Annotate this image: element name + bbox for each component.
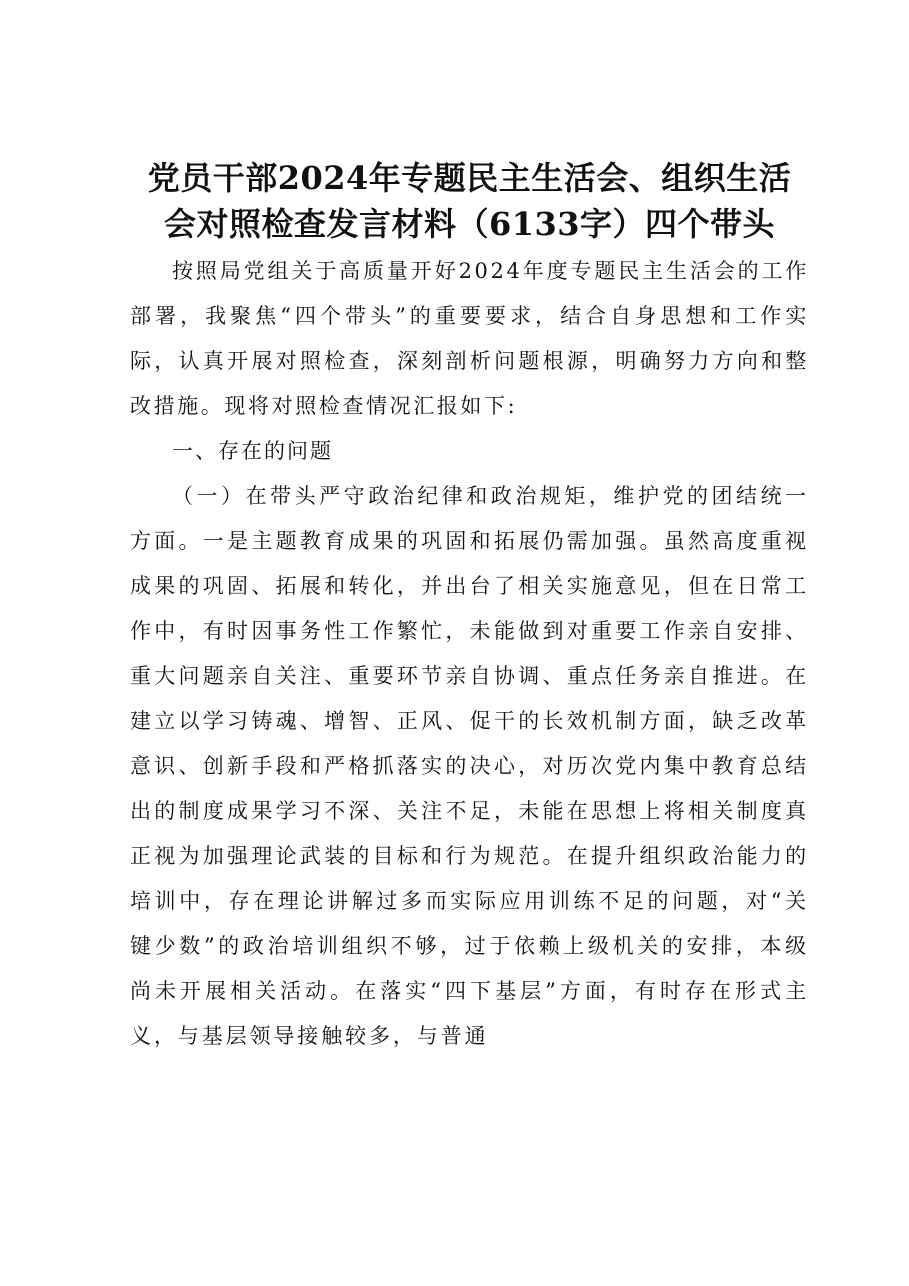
intro-paragraph: 按照局党组关于高质量开好2024年度专题民主生活会的工作部署，我聚焦“四个带头”的重要要求，结合自身思想和工作实际，认真开展对照检查，深刻剖析问题根源，明确努力方向和整改措施。现将对照检查情况汇报如下: [130, 259, 809, 418]
section-heading-problems: 一、存在的问题 [172, 439, 333, 463]
document-title-line-2: 会对照检查发言材料（6133字）四个带头 [163, 205, 776, 243]
document-title-line-1: 党员干部2024年专题民主生活会、组织生活 [147, 159, 792, 197]
body-paragraph: （一）在带头严守政治纪律和政治规矩，维护党的团结统一方面。一是主题教育成果的巩固和拓展仍需加强。虽然高度重视成果的巩固、拓展和转化，并出台了相关实施意见，但在日常工作中，有时因事务性工作繁忙，未能做到对重要工作亲自安排、重大问题亲自关注、重要环节亲自协调、重点任务亲自推进。在建立以学习铸魂、增智、正风、促干的长效机制方面，缺乏改革意识、创新手段和严格抓落实的决心，对历次党内集中教育总结出的制度成果学习不深、关注不足，未能在思想上将相关制度真正视为加强理论武装的目标和行为规范。在提升组织政治能力的培训中，存在理论讲解过多而实际应用训练不足的问题，对“关键少数”的政治培训组织不够，过于依赖上级机关的安排，本级尚未开展相关活动。在落实“四下基层”方面，有时存在形式主义，与基层领导接触较多，与普通 [130, 484, 809, 1048]
document-title [120, 155, 819, 247]
